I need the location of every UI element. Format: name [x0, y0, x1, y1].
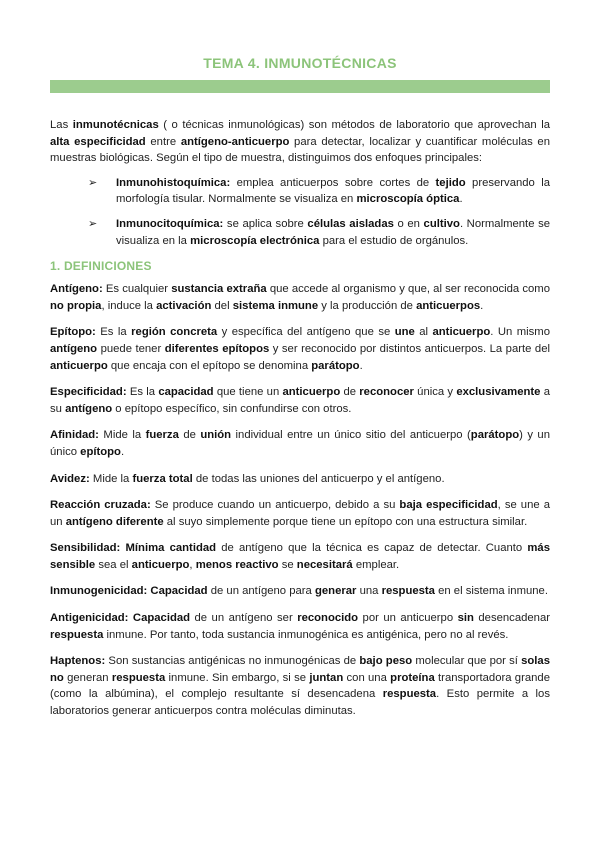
bold-term: región concreta — [131, 326, 218, 339]
bold-term: baja especificidad — [399, 499, 498, 512]
bold-term: anticuerpo — [282, 386, 341, 399]
list-item — [50, 216, 550, 249]
bold-term: antígeno-anticuerpo — [180, 135, 290, 148]
definition-inmunogenicidad: Inmunogenicidad: Capacidad de un antígeno para generar una respuesta en el sistema inmune. — [50, 585, 548, 598]
bold-term: parátopo — [311, 359, 360, 372]
bold-term: Capacidad — [150, 585, 208, 598]
intro-paragraph: Las inmunotécnicas ( o técnicas inmunológicas) son métodos de laboratorio que aprovechan la alta especificidad entre antígeno-anticuerpo para detectar, localizar y cuantificar moléculas en muestras biológicas. Según el tipo de muestra, distinguimos dos enfoques principales: — [50, 119, 550, 165]
bold-term: microscopía óptica — [356, 193, 460, 206]
bold-term: Mínima cantidad — [125, 542, 217, 555]
definition-avidez: Avidez: Mide la fuerza total de todas las uniones del anticuerpo y el antígeno. — [50, 472, 445, 485]
bold-term: respuesta — [382, 688, 437, 701]
definitions-list — [50, 281, 550, 719]
bold-term: microscopía electrónica — [190, 234, 320, 247]
bold-term: respuesta — [50, 628, 104, 641]
bold-term: Haptenos: — [50, 655, 106, 668]
bold-term: une — [394, 326, 415, 339]
bold-term: Avidez: — [50, 472, 90, 485]
bold-term: Inmunohistoquímica: — [116, 176, 231, 189]
bold-term: Inmunogenicidad: — [50, 585, 148, 598]
bold-term: alta especificidad — [50, 135, 146, 148]
bold-term: diferentes epítopos — [164, 342, 270, 355]
definition-especificidad: Especificidad: Es la capacidad que tiene un anticuerpo de reconocer única y exclusivamente a su antígeno o epítopo específico, sin confundirse con otros. — [50, 386, 550, 415]
arrow-bullet-icon: ➢ — [88, 176, 98, 189]
definition-reaccion-cruzada: Reacción cruzada: Se produce cuando un anticuerpo, debido a su baja especificidad, se une a un antígeno diferente al suyo simplemente porque tiene un epítopo con una estructura similar. — [50, 499, 550, 528]
bold-term: epítopo — [80, 445, 121, 458]
page-title: TEMA 4. INMUNOTÉCNICAS — [203, 55, 397, 71]
bold-term: antígeno diferente — [65, 515, 164, 528]
bold-term: reconocido — [297, 612, 359, 625]
bold-term: capacidad — [158, 386, 214, 399]
definition-antigenicidad: Antigenicidad: Capacidad de un antígeno ser reconocido por un anticuerpo sin desencadenar respuesta inmune. Por tanto, toda sustancia inmunogénica es antigénica, pero no al revés. — [50, 612, 550, 641]
bold-term: fuerza total — [132, 472, 193, 485]
definition-sensibilidad: Sensibilidad: Mínima cantidad de antígeno que la técnica es capaz de detectar. Cuanto más sensible sea el anticuerpo, menos reactivo se necesitará emplear. — [50, 542, 550, 571]
bold-term: necesitará — [296, 558, 353, 571]
bold-term: bajo peso — [359, 655, 413, 668]
bold-term: parátopo — [470, 429, 520, 442]
bold-term: tejido — [435, 176, 466, 189]
bold-term: cultivo — [423, 217, 460, 230]
bold-term: no propia — [50, 299, 102, 312]
bold-term: anticuerpo — [432, 326, 491, 339]
definition-haptenos: Haptenos: Son sustancias antigénicas no inmunogénicas de bajo peso molecular que por sí solas no generan respuesta inmune. Sin embargo, si se juntan con una proteína transportadora grande (como la albúmina), el complejo resultante sí desencadena respuesta. Esto permite a los laboratorios generar anticuerpos contra moléculas diminutas. — [50, 655, 550, 718]
bold-term: solas no — [50, 655, 550, 684]
bold-term: anticuerpo — [131, 558, 190, 571]
bold-term: más sensible — [50, 542, 550, 571]
bold-term: Epítopo: — [50, 326, 96, 339]
list-item — [50, 175, 550, 208]
bold-term: sustancia extraña — [171, 283, 267, 296]
bold-term: generar — [314, 585, 357, 598]
bold-term: Sensibilidad: — [50, 542, 121, 555]
bold-term: Reacción cruzada: — [50, 499, 151, 512]
bold-term: anticuerpo — [50, 359, 108, 372]
bold-term: reconocer — [359, 386, 414, 399]
bold-term: juntan — [309, 671, 344, 684]
bold-term: activación — [156, 299, 212, 312]
list-item-text: Inmunohistoquímica: emplea anticuerpos sobre cortes de tejido preservando la morfología tisular. Normalmente se visualiza en microscopía óptica. — [116, 176, 550, 206]
bold-term: proteína — [390, 671, 435, 684]
bold-term: Inmunocitoquímica: — [116, 217, 224, 230]
bold-term: Capacidad — [132, 612, 191, 625]
bold-term: Especificidad: — [50, 386, 127, 399]
definition-epitopo: Epítopo: Es la región concreta y específica del antígeno que se une al anticuerpo. Un mismo antígeno puede tener diferentes epítopos y ser reconocido por distintos anticuerpos. La parte del anticuerpo que encaja con el epítopo se denomina parátopo. — [50, 326, 550, 372]
bold-term: sin — [457, 612, 474, 625]
bold-term: respuesta — [381, 585, 435, 598]
bold-term: inmunotécnicas — [72, 119, 159, 131]
bold-term: Antígeno: — [50, 283, 103, 296]
bold-term: menos reactivo — [195, 558, 279, 571]
definition-afinidad: Afinidad: Mide la fuerza de unión individual entre un único sitio del anticuerpo (parátopo) y un único epítopo. — [50, 429, 550, 458]
definition-antigeno: Antígeno: Es cualquier sustancia extraña que accede al organismo y que, al ser reconocida como no propia, induce la activación del sistema inmune y la producción de anticuerpos. — [50, 283, 550, 312]
bold-term: sistema inmune — [232, 299, 319, 312]
bold-term: Antigenicidad: — [50, 612, 129, 625]
bold-term: exclusivamente — [456, 386, 541, 399]
bold-term: anticuerpos — [416, 299, 481, 312]
bold-term: respuesta — [111, 671, 166, 684]
list-item-text: Inmunocitoquímica: se aplica sobre células aisladas o en cultivo. Normalmente se visualiza en la microscopía electrónica para el estudio de orgánulos. — [116, 217, 550, 247]
technique-list — [50, 175, 550, 249]
bold-term: antígeno — [50, 342, 98, 355]
bold-term: células aisladas — [307, 217, 394, 230]
section-heading: 1. DEFINICIONES — [50, 259, 152, 274]
title-underline-bar — [50, 80, 550, 93]
bold-term: antígeno — [65, 402, 113, 415]
bold-term: unión — [200, 429, 232, 442]
bold-term: fuerza — [145, 429, 179, 442]
bold-term: Afinidad: — [50, 429, 99, 442]
arrow-bullet-icon: ➢ — [88, 217, 98, 230]
